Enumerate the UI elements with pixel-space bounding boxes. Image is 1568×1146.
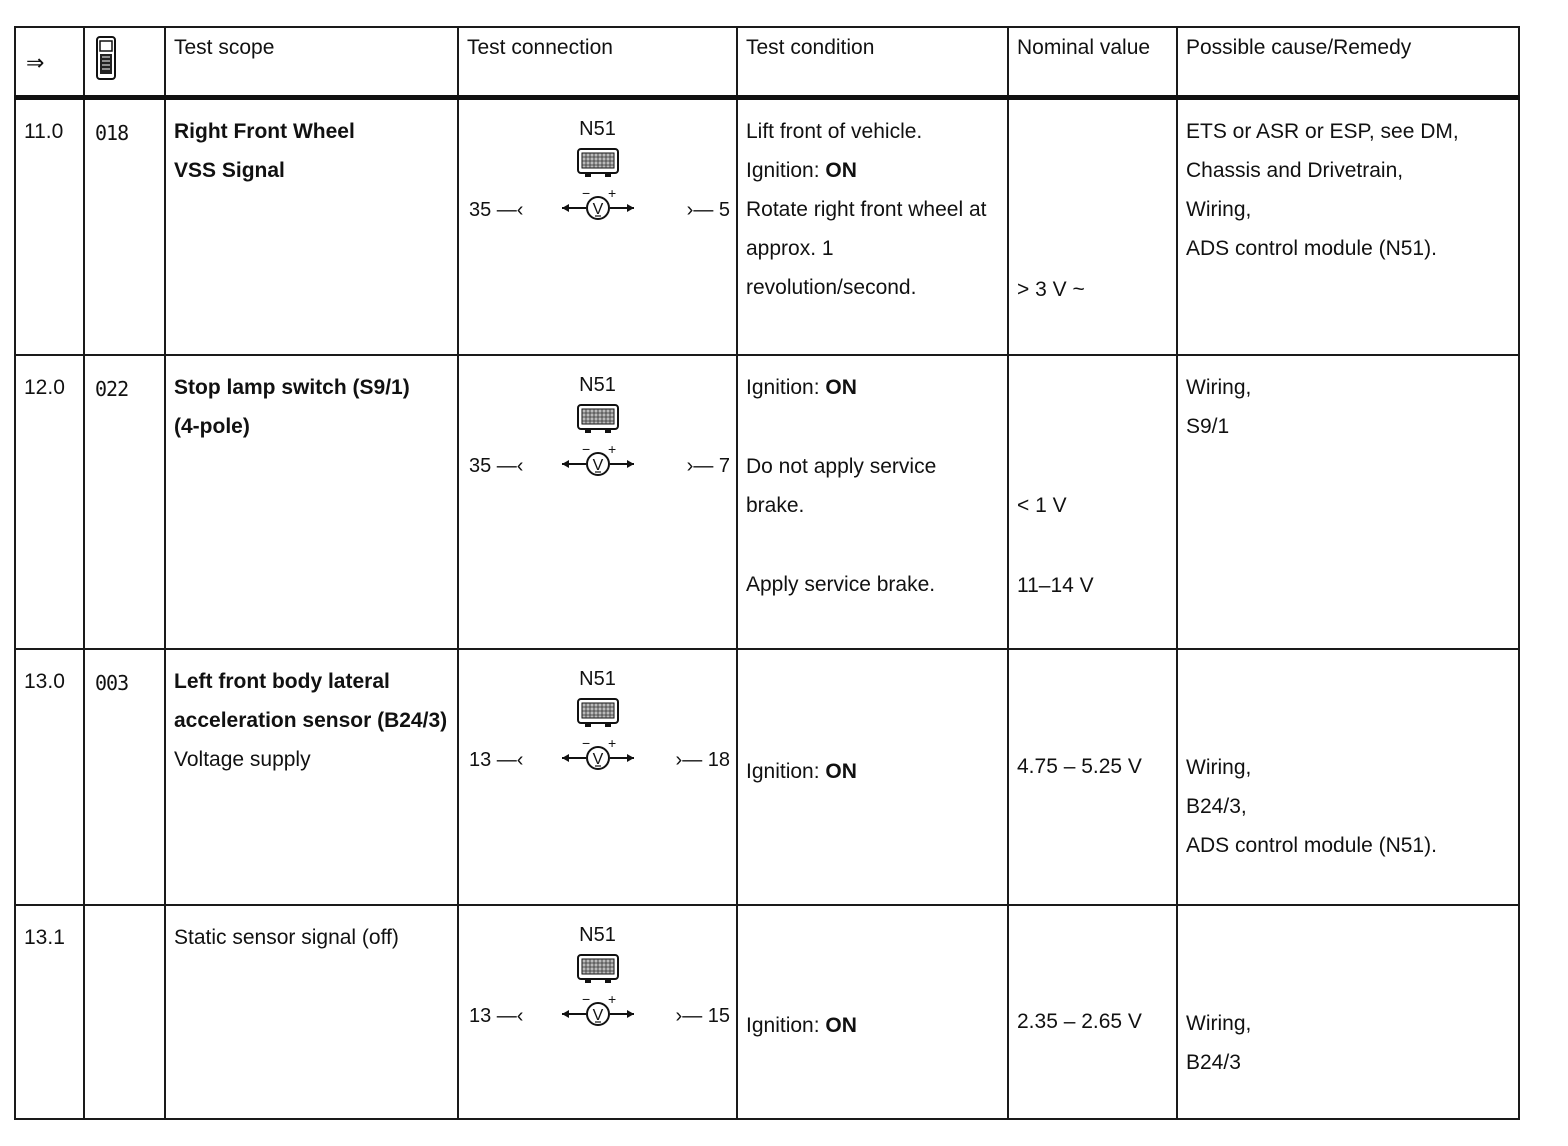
condition-text: approx. 1 bbox=[746, 236, 834, 260]
condition-value: ON bbox=[825, 158, 857, 182]
table-row bbox=[15, 649, 1519, 905]
pin-left-number: 13 bbox=[469, 1005, 492, 1027]
module-label: N51 bbox=[579, 924, 616, 946]
svg-text:−: − bbox=[581, 736, 590, 751]
tester-code-cell bbox=[84, 649, 165, 905]
nominal-value: > 3 V ~ bbox=[1017, 277, 1085, 301]
test-connection-header: Test connection bbox=[458, 27, 737, 97]
svg-text:−: − bbox=[581, 442, 590, 457]
pin-right bbox=[676, 1004, 730, 1028]
pin-left-number: 35 bbox=[469, 198, 492, 221]
possible-cause-header: Possible cause/Remedy bbox=[1177, 27, 1519, 97]
tester-code-cell bbox=[84, 905, 165, 1119]
condition-text: brake. bbox=[746, 494, 805, 517]
test-scope-cell bbox=[165, 97, 458, 355]
pin-right-number: 7 bbox=[718, 455, 730, 477]
possible-cause-line: ADS control module (N51). bbox=[1186, 834, 1437, 857]
possible-cause-line: B24/3, bbox=[1186, 795, 1247, 818]
pin-left bbox=[469, 748, 523, 772]
table-row bbox=[15, 97, 1519, 355]
possible-cause-line: ETS or ASR or ESP, see DM, bbox=[1186, 119, 1459, 143]
tester-code-cell bbox=[84, 97, 165, 355]
test-condition-line bbox=[746, 268, 1001, 307]
test-condition-line bbox=[746, 752, 1001, 791]
test-scope-title: acceleration sensor (B24/3) bbox=[174, 709, 448, 732]
control-module-icon bbox=[577, 146, 619, 191]
test-scope-title: Stop lamp switch (S9/1) bbox=[174, 376, 410, 399]
test-connection-cell bbox=[458, 649, 737, 905]
connection-diagram bbox=[459, 650, 736, 904]
tester-code: 003 bbox=[95, 671, 129, 695]
socket-right-icon: ›— bbox=[686, 198, 719, 221]
test-connection-cell bbox=[458, 355, 737, 649]
test-condition-cell bbox=[737, 905, 1008, 1119]
pin-right-number: 15 bbox=[707, 1005, 730, 1027]
step-number: 13.1 bbox=[15, 905, 84, 1119]
arrow-header: ⇒ bbox=[15, 27, 84, 97]
pin-left bbox=[469, 1004, 523, 1028]
test-scope-cell bbox=[165, 905, 458, 1119]
pin-right bbox=[676, 748, 730, 772]
test-condition-cell bbox=[737, 649, 1008, 905]
condition-text: Ignition: bbox=[746, 376, 826, 399]
test-condition-line bbox=[746, 486, 1001, 525]
test-scope-header: Test scope bbox=[165, 27, 458, 97]
module-label: N51 bbox=[579, 668, 616, 690]
condition-text: Lift front of vehicle. bbox=[746, 119, 923, 143]
pin-right-number: 18 bbox=[707, 749, 730, 771]
possible-cause-cell bbox=[1177, 97, 1519, 355]
condition-text: Ignition: bbox=[746, 158, 826, 182]
pin-left bbox=[469, 454, 523, 478]
svg-text:V: V bbox=[592, 457, 603, 474]
step-number: 11.0 bbox=[15, 97, 84, 355]
svg-text:V: V bbox=[592, 200, 603, 218]
socket-left-icon: —‹ bbox=[491, 1005, 524, 1027]
condition-value: ON bbox=[825, 1014, 857, 1037]
voltmeter-icon bbox=[560, 442, 636, 495]
svg-text:+: + bbox=[607, 992, 616, 1007]
svg-text:+: + bbox=[607, 736, 616, 751]
handheld-tester-icon bbox=[93, 36, 119, 80]
test-condition-line bbox=[746, 112, 1001, 151]
voltmeter-icon bbox=[560, 186, 636, 239]
tester-code: 022 bbox=[95, 377, 129, 401]
socket-right-icon: ›— bbox=[675, 749, 708, 771]
connection-diagram bbox=[459, 100, 736, 355]
test-condition-line bbox=[746, 1006, 1001, 1045]
pin-left-number: 13 bbox=[469, 749, 492, 771]
nominal-value-cell bbox=[1008, 905, 1177, 1119]
table-row bbox=[15, 355, 1519, 649]
pin-left bbox=[469, 198, 523, 222]
test-scope-title: Left front body lateral bbox=[174, 670, 390, 693]
possible-cause-line: ADS control module (N51). bbox=[1186, 236, 1437, 260]
test-scope-title: (4-pole) bbox=[174, 415, 250, 438]
condition-text: Ignition: bbox=[746, 760, 826, 783]
pin-right-number: 5 bbox=[718, 198, 730, 221]
nominal-value-cell bbox=[1008, 649, 1177, 905]
test-condition-line bbox=[746, 565, 1001, 604]
svg-text:+: + bbox=[607, 442, 616, 457]
possible-cause-cell bbox=[1177, 649, 1519, 905]
test-condition-cell bbox=[737, 355, 1008, 649]
module-label: N51 bbox=[579, 117, 616, 140]
test-condition-cell bbox=[737, 97, 1008, 355]
socket-left-icon: —‹ bbox=[491, 749, 524, 771]
socket-right-icon: ›— bbox=[686, 455, 719, 477]
possible-cause-cell bbox=[1177, 355, 1519, 649]
connection-diagram bbox=[459, 356, 736, 648]
test-scope-title: VSS Signal bbox=[174, 158, 285, 182]
test-condition-header: Test condition bbox=[737, 27, 1008, 97]
possible-cause-line: Wiring, bbox=[1186, 1012, 1252, 1035]
module-label: N51 bbox=[579, 374, 616, 396]
tester-code-cell bbox=[84, 355, 165, 649]
socket-left-icon: —‹ bbox=[491, 455, 524, 477]
test-connection-cell bbox=[458, 97, 737, 355]
step-number: 12.0 bbox=[15, 355, 84, 649]
test-table bbox=[14, 26, 1520, 1120]
test-connection-cell bbox=[458, 905, 737, 1119]
test-condition-line bbox=[746, 151, 1001, 190]
possible-cause-line: Wiring, bbox=[1186, 197, 1252, 221]
svg-text:V: V bbox=[592, 1007, 603, 1024]
condition-text: revolution/second. bbox=[746, 275, 917, 299]
possible-cause-cell bbox=[1177, 905, 1519, 1119]
test-scope-cell bbox=[165, 355, 458, 649]
possible-cause-line: Wiring, bbox=[1186, 376, 1252, 399]
table-header-row bbox=[15, 27, 1519, 97]
possible-cause-line: Chassis and Drivetrain, bbox=[1186, 158, 1404, 182]
step-number: 13.0 bbox=[15, 649, 84, 905]
control-module-icon bbox=[577, 696, 619, 741]
pin-right bbox=[687, 454, 730, 478]
condition-text: Ignition: bbox=[746, 1014, 826, 1037]
table-row bbox=[15, 905, 1519, 1119]
svg-text:−: − bbox=[581, 992, 590, 1007]
condition-text: Apply service brake. bbox=[746, 573, 936, 596]
test-scope-text: Voltage supply bbox=[174, 748, 311, 771]
possible-cause-line: S9/1 bbox=[1186, 415, 1230, 438]
nominal-value: < 1 V bbox=[1017, 494, 1067, 517]
test-condition-line bbox=[746, 229, 1001, 268]
pin-left-number: 35 bbox=[469, 455, 492, 477]
voltmeter-icon bbox=[560, 992, 636, 1045]
svg-text:V: V bbox=[592, 751, 603, 768]
condition-value: ON bbox=[825, 760, 857, 783]
svg-text:+: + bbox=[607, 185, 616, 201]
svg-text:−: − bbox=[581, 185, 590, 201]
socket-left-icon: —‹ bbox=[491, 198, 524, 221]
nominal-value: 4.75 – 5.25 V bbox=[1017, 755, 1142, 778]
condition-text: Do not apply service bbox=[746, 455, 937, 478]
socket-right-icon: ›— bbox=[675, 1005, 708, 1027]
condition-value: ON bbox=[825, 376, 857, 399]
possible-cause-line: Wiring, bbox=[1186, 756, 1252, 779]
test-condition-line bbox=[746, 368, 1001, 407]
condition-text: Rotate right front wheel at bbox=[746, 197, 987, 221]
possible-cause-line: B24/3 bbox=[1186, 1051, 1241, 1074]
control-module-icon bbox=[577, 952, 619, 997]
test-scope-cell bbox=[165, 649, 458, 905]
test-condition-line bbox=[746, 447, 1001, 486]
test-scope-text: Static sensor signal (off) bbox=[174, 926, 399, 949]
voltmeter-icon bbox=[560, 736, 636, 789]
nominal-value-header: Nominal value bbox=[1008, 27, 1177, 97]
pin-right bbox=[687, 198, 730, 222]
connection-diagram bbox=[459, 906, 736, 1118]
nominal-value: 11–14 V bbox=[1017, 574, 1094, 597]
nominal-value: 2.35 – 2.65 V bbox=[1017, 1010, 1142, 1033]
test-condition-line bbox=[746, 190, 1001, 229]
control-module-icon bbox=[577, 402, 619, 447]
tester-code: 018 bbox=[95, 120, 129, 145]
test-table-sheet bbox=[14, 26, 1518, 1120]
nominal-value-cell bbox=[1008, 97, 1177, 355]
nominal-value-cell bbox=[1008, 355, 1177, 649]
test-scope-title: Right Front Wheel bbox=[174, 119, 355, 143]
tester-header bbox=[84, 27, 165, 97]
